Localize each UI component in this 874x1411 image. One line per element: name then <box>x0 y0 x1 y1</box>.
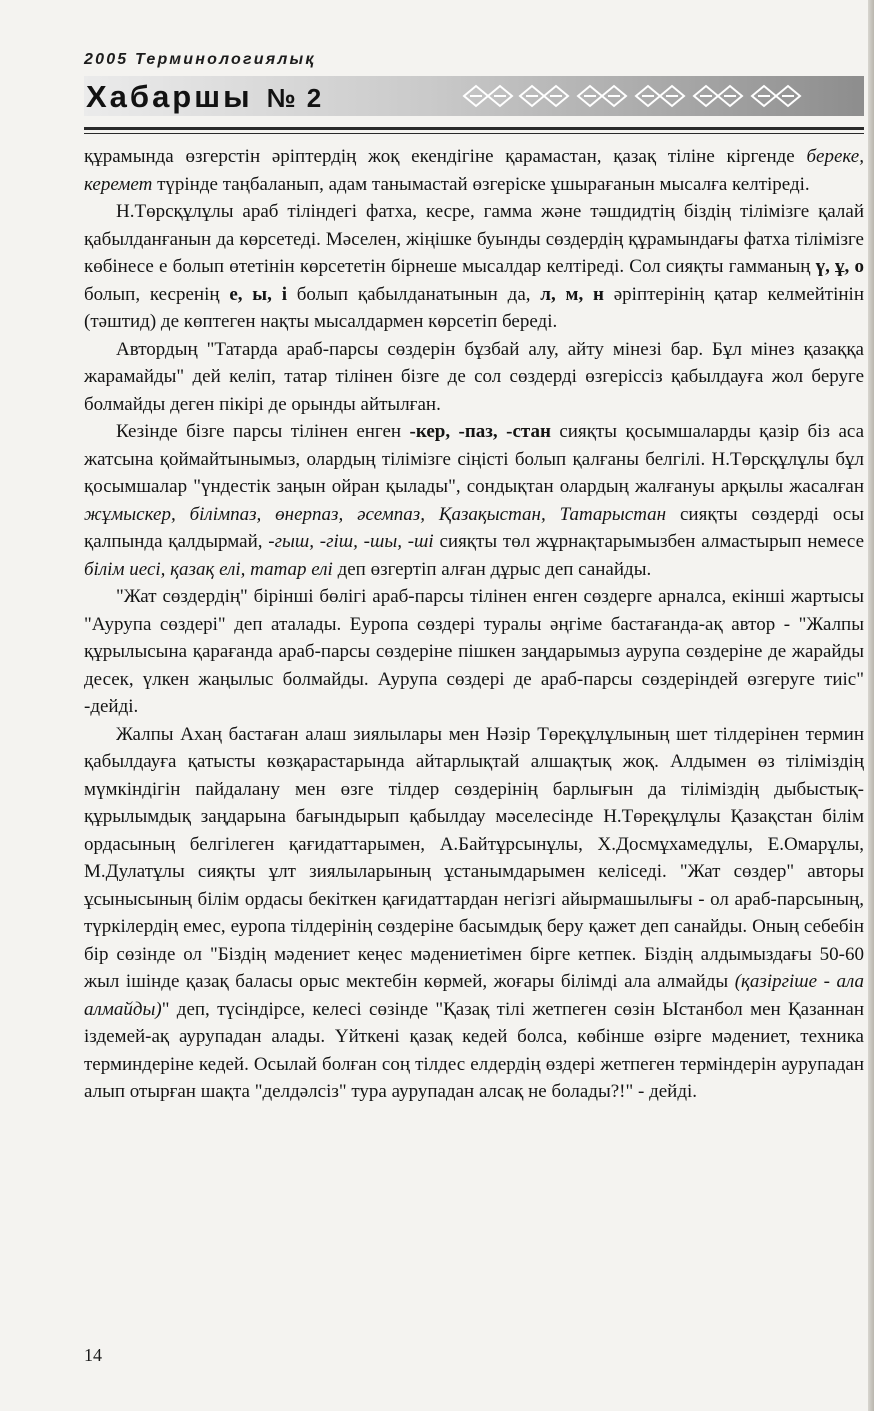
paragraph <box>84 143 864 198</box>
article-body <box>84 143 864 1106</box>
bold-run: -кер, -паз, -стан <box>409 421 551 442</box>
text-run: әріптерінің қатар келмейтінін (тәштид) де көптеген нақты мысалдармен көрсетіп береді. <box>84 283 864 332</box>
italic-run: -гыш, -гіш, -шы, -ші <box>268 531 434 552</box>
italic-run: береке, керемет <box>84 146 864 195</box>
paragraph <box>84 721 864 1106</box>
text-run: сияқты қосымшаларды қазір біз аса жатсына қоймайтынымыз, олардың тілімізге сіңісті болып қалғаны белгілі. Н.Төрсқұлұлы бұл қосымшалар "үндестік заңын ойран қылады", сондықтан олардың жалғануы арқылы жасалған <box>84 421 864 497</box>
text-run: " деп, түсіндірсе, келесі сөзінде "Қазақ тілі жетпеген сөзін Ыстанбол мен Қазаннан іздемей-ақ аурупадан алады. Үйткені қазақ кедей болса, көбінше өзірге мәдениет, техника терминдеріне кедей. Осылай болған соң тілдес елдердің өздері жетпеген терміндерін аурупадан алып отырған шақта "делдәлсіз" тура аурупадан алсақ не болады?!" - дейді. <box>84 998 864 1102</box>
text-run: Кезінде бізге парсы тілінен енген <box>116 421 410 442</box>
paragraph <box>84 336 864 419</box>
journal-series-label: 2005 Терминологиялық <box>84 51 316 68</box>
bold-run: ү, ұ, о <box>815 256 864 277</box>
header-rule-thick <box>84 127 864 130</box>
paragraph <box>84 418 864 583</box>
text-run: түрінде таңбаланып, адам танымастай өзгеріске ұшырағанын мысалға келтіреді. <box>152 173 810 195</box>
journal-title <box>86 77 323 118</box>
paragraph <box>84 583 864 721</box>
italic-run: жұмыскер, білімпаз, өнерпаз, әсемпаз, Қазақыстан, Татарыстан <box>84 503 667 525</box>
text-run: сияқты төл жұрнақтарымызбен алмастырып немесе <box>433 531 864 552</box>
text-run: болып қабылданатынын да, <box>286 283 541 305</box>
text-run: Жалпы Ахаң бастаған алаш зиялылары мен Нәзір Төреқұлұлының шет тілдерінен термин қабылдауға қатысты көзқарастарында айтарлықтай алшақтық жоқ. Алдымен өз тіліміздің мүмкіндігін пайдалану мен өзге тілдер сөздерінің барлығын да тіліміздің дыбыстық-құрылымдық заңдарына бағындырып қабылдау мәселесінде Н.Төреқұлұлы Қазақстан білім ордасының белгілеген қағидаттарымен, А.Байтұрсынұлы, Х.Досмұхамедұлы, Е.Омарұлы, М.Дулатұлы сияқты ұлт зиялыларының ұстанымдарымен келіседі. "Жат сөздер" авторы ұсынысының білім ордасы бекіткен қағидаттардан негізгі айырмашылығы - ол араб-парсының, түркілердің емес, еуропа тілдерінің сөздеріне басымдық беру қажет деп санайды. Оның себебін бір сөзінде ол "Біздің мәдениет кеңес мәдениетімен бірге кетпек. Біздің алдымыздағы 50-60 жыл ішінде қазақ баласы орыс мектебін көрмей, жоғары білімді ала алмайды <box>84 723 864 992</box>
text-run: құрамында өзгерстін әріптердің жоқ екендігіне қарамастан, қазақ тіліне кіргенде <box>84 146 807 167</box>
italic-run: білім иесі, қазақ елі, татар елі <box>84 558 333 580</box>
page-number: 14 <box>84 1345 102 1365</box>
paragraph <box>84 198 864 336</box>
text-run: Н.Төрсқұлұлы араб тіліндегі фатха, кесре, гамма және тәшдидтің біздің тілімізге қалай қабылданғанын да көрсетеді. Мәселен, жіңішке буынды сөздердің құрамындағы фатха тілімізге көбінесе е болып өтетінін көрсететін бірнеше мысалдар келтіреді. Сол сияқты гамманың <box>84 201 864 277</box>
italic-run: (қазіргіше - ала алмайды) <box>84 971 864 1020</box>
text-run: Автордың "Татарда араб-парсы сөздерін бұзбай алу, айту мінезі бар. Бұл мінез қазаққа жарамайды" дей келіп, татар тілінен бізге де сол сөздерді өзгеріссіз қабылдауға жол беруге болмайды деген пікірі де орынды айтылған. <box>84 338 864 415</box>
bold-run: л, м, н <box>540 283 604 305</box>
ornament-decoration <box>458 80 808 112</box>
text-run: сияқты сөздерді осы қалпында қалдырмай, <box>84 503 864 552</box>
header-rule-thin <box>84 133 864 134</box>
text-run: деп өзгертіп алған дұрыс деп санайды. <box>332 558 652 580</box>
journal-title-text: Хабаршы <box>86 79 253 114</box>
text-run: болып, кесренің <box>84 283 230 305</box>
text-run: "Жат сөздердің" бірінші бөлігі араб-парсы тілінен енген сөздерге арналса, екінші жартысы "Аурупа сөздері" деп аталады. Еуропа сөздері туралы әңгіме бастағанда-ақ автор - "Жалпы құрылысына қарағанда араб-парсы сөздеріне пішкен заңдарымыз аурупа сөздеріне де жарайды десек, үлкен жаңылыс болмайды. Аурупа сөздері де араб-парсы сөздеріндей өзгеруге тиіс" -дейді. <box>84 586 864 717</box>
bold-run: е, ы, і <box>229 283 287 305</box>
page-edge-shadow <box>868 0 874 1411</box>
issue-number: № 2 <box>266 83 324 113</box>
